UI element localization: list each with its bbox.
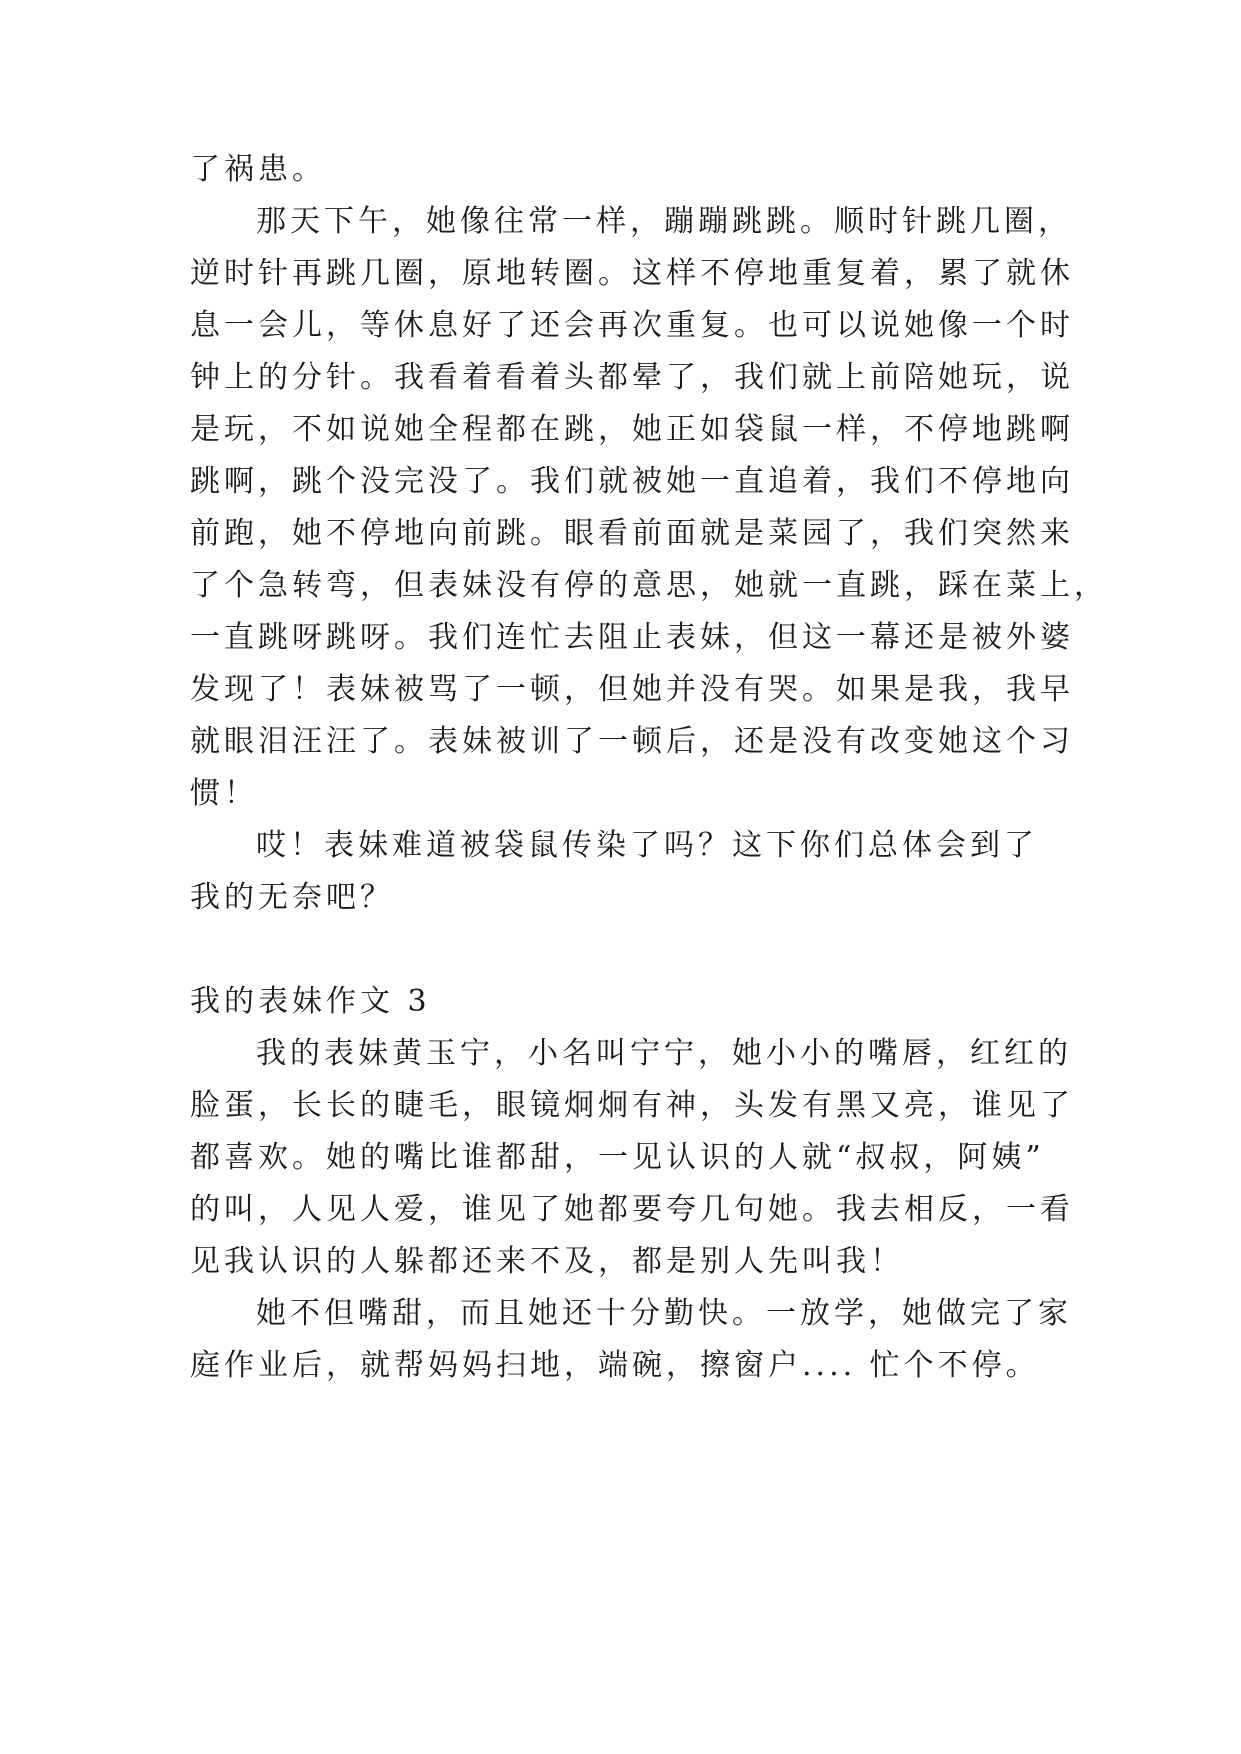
- section-heading: 我的表妹作文 3: [190, 984, 431, 1019]
- text-line: 息一会儿，等休息好了还会再次重复。也可以说她像一个时: [190, 308, 1074, 343]
- text-line: 了祸患。: [190, 152, 326, 187]
- text-line: 跳啊，跳个没完没了。我们就被她一直追着，我们不停地向: [190, 464, 1074, 499]
- paragraph-start-line: 那天下午，她像往常一样，蹦蹦跳跳。顺时针跳几圈，: [256, 204, 1072, 239]
- paragraph-start-line: 她不但嘴甜，而且她还十分勤快。一放学，她做完了家: [256, 1296, 1072, 1331]
- text-line: 就眼泪汪汪了。表妹被训了一顿后，还是没有改变她这个习: [190, 724, 1074, 759]
- text-line: 钟上的分针。我看着看着头都晕了，我们就上前陪她玩，说: [190, 360, 1074, 395]
- text-line: 前跑，她不停地向前跳。眼看前面就是菜园了，我们突然来: [190, 516, 1074, 551]
- text-line: 庭作业后，就帮妈妈扫地，端碗，擦窗户.... 忙个不停。: [190, 1348, 1040, 1383]
- paragraph-start-line: 我的表妹黄玉宁，小名叫宁宁，她小小的嘴唇，红红的: [256, 1036, 1072, 1071]
- text-line: 都喜欢。她的嘴比谁都甜，一见认识的人就“叔叔，阿姨”: [190, 1140, 1045, 1175]
- paragraph-start-line: 哎！表妹难道被袋鼠传染了吗？这下你们总体会到了: [256, 828, 1038, 863]
- text-line: 的叫，人见人爱，谁见了她都要夸几句她。我去相反，一看: [190, 1192, 1074, 1227]
- text-line: 见我认识的人躲都还来不及，都是别人先叫我！: [190, 1244, 904, 1279]
- text-line: 脸蛋，长长的睫毛，眼镜炯炯有神，头发有黑又亮，谁见了: [190, 1088, 1074, 1123]
- text-line: 一直跳呀跳呀。我们连忙去阻止表妹，但这一幕还是被外婆: [190, 620, 1074, 655]
- text-line: 惯！: [190, 776, 258, 811]
- text-line: 发现了！表妹被骂了一顿，但她并没有哭。如果是我，我早: [190, 672, 1074, 707]
- text-line: 是玩，不如说她全程都在跳，她正如袋鼠一样，不停地跳啊: [190, 412, 1074, 447]
- text-line: 逆时针再跳几圈，原地转圈。这样不停地重复着，累了就休: [190, 256, 1074, 291]
- text-line: 了个急转弯，但表妹没有停的意思，她就一直跳，踩在菜上，: [190, 568, 1108, 603]
- text-line: 我的无奈吧？: [190, 880, 394, 915]
